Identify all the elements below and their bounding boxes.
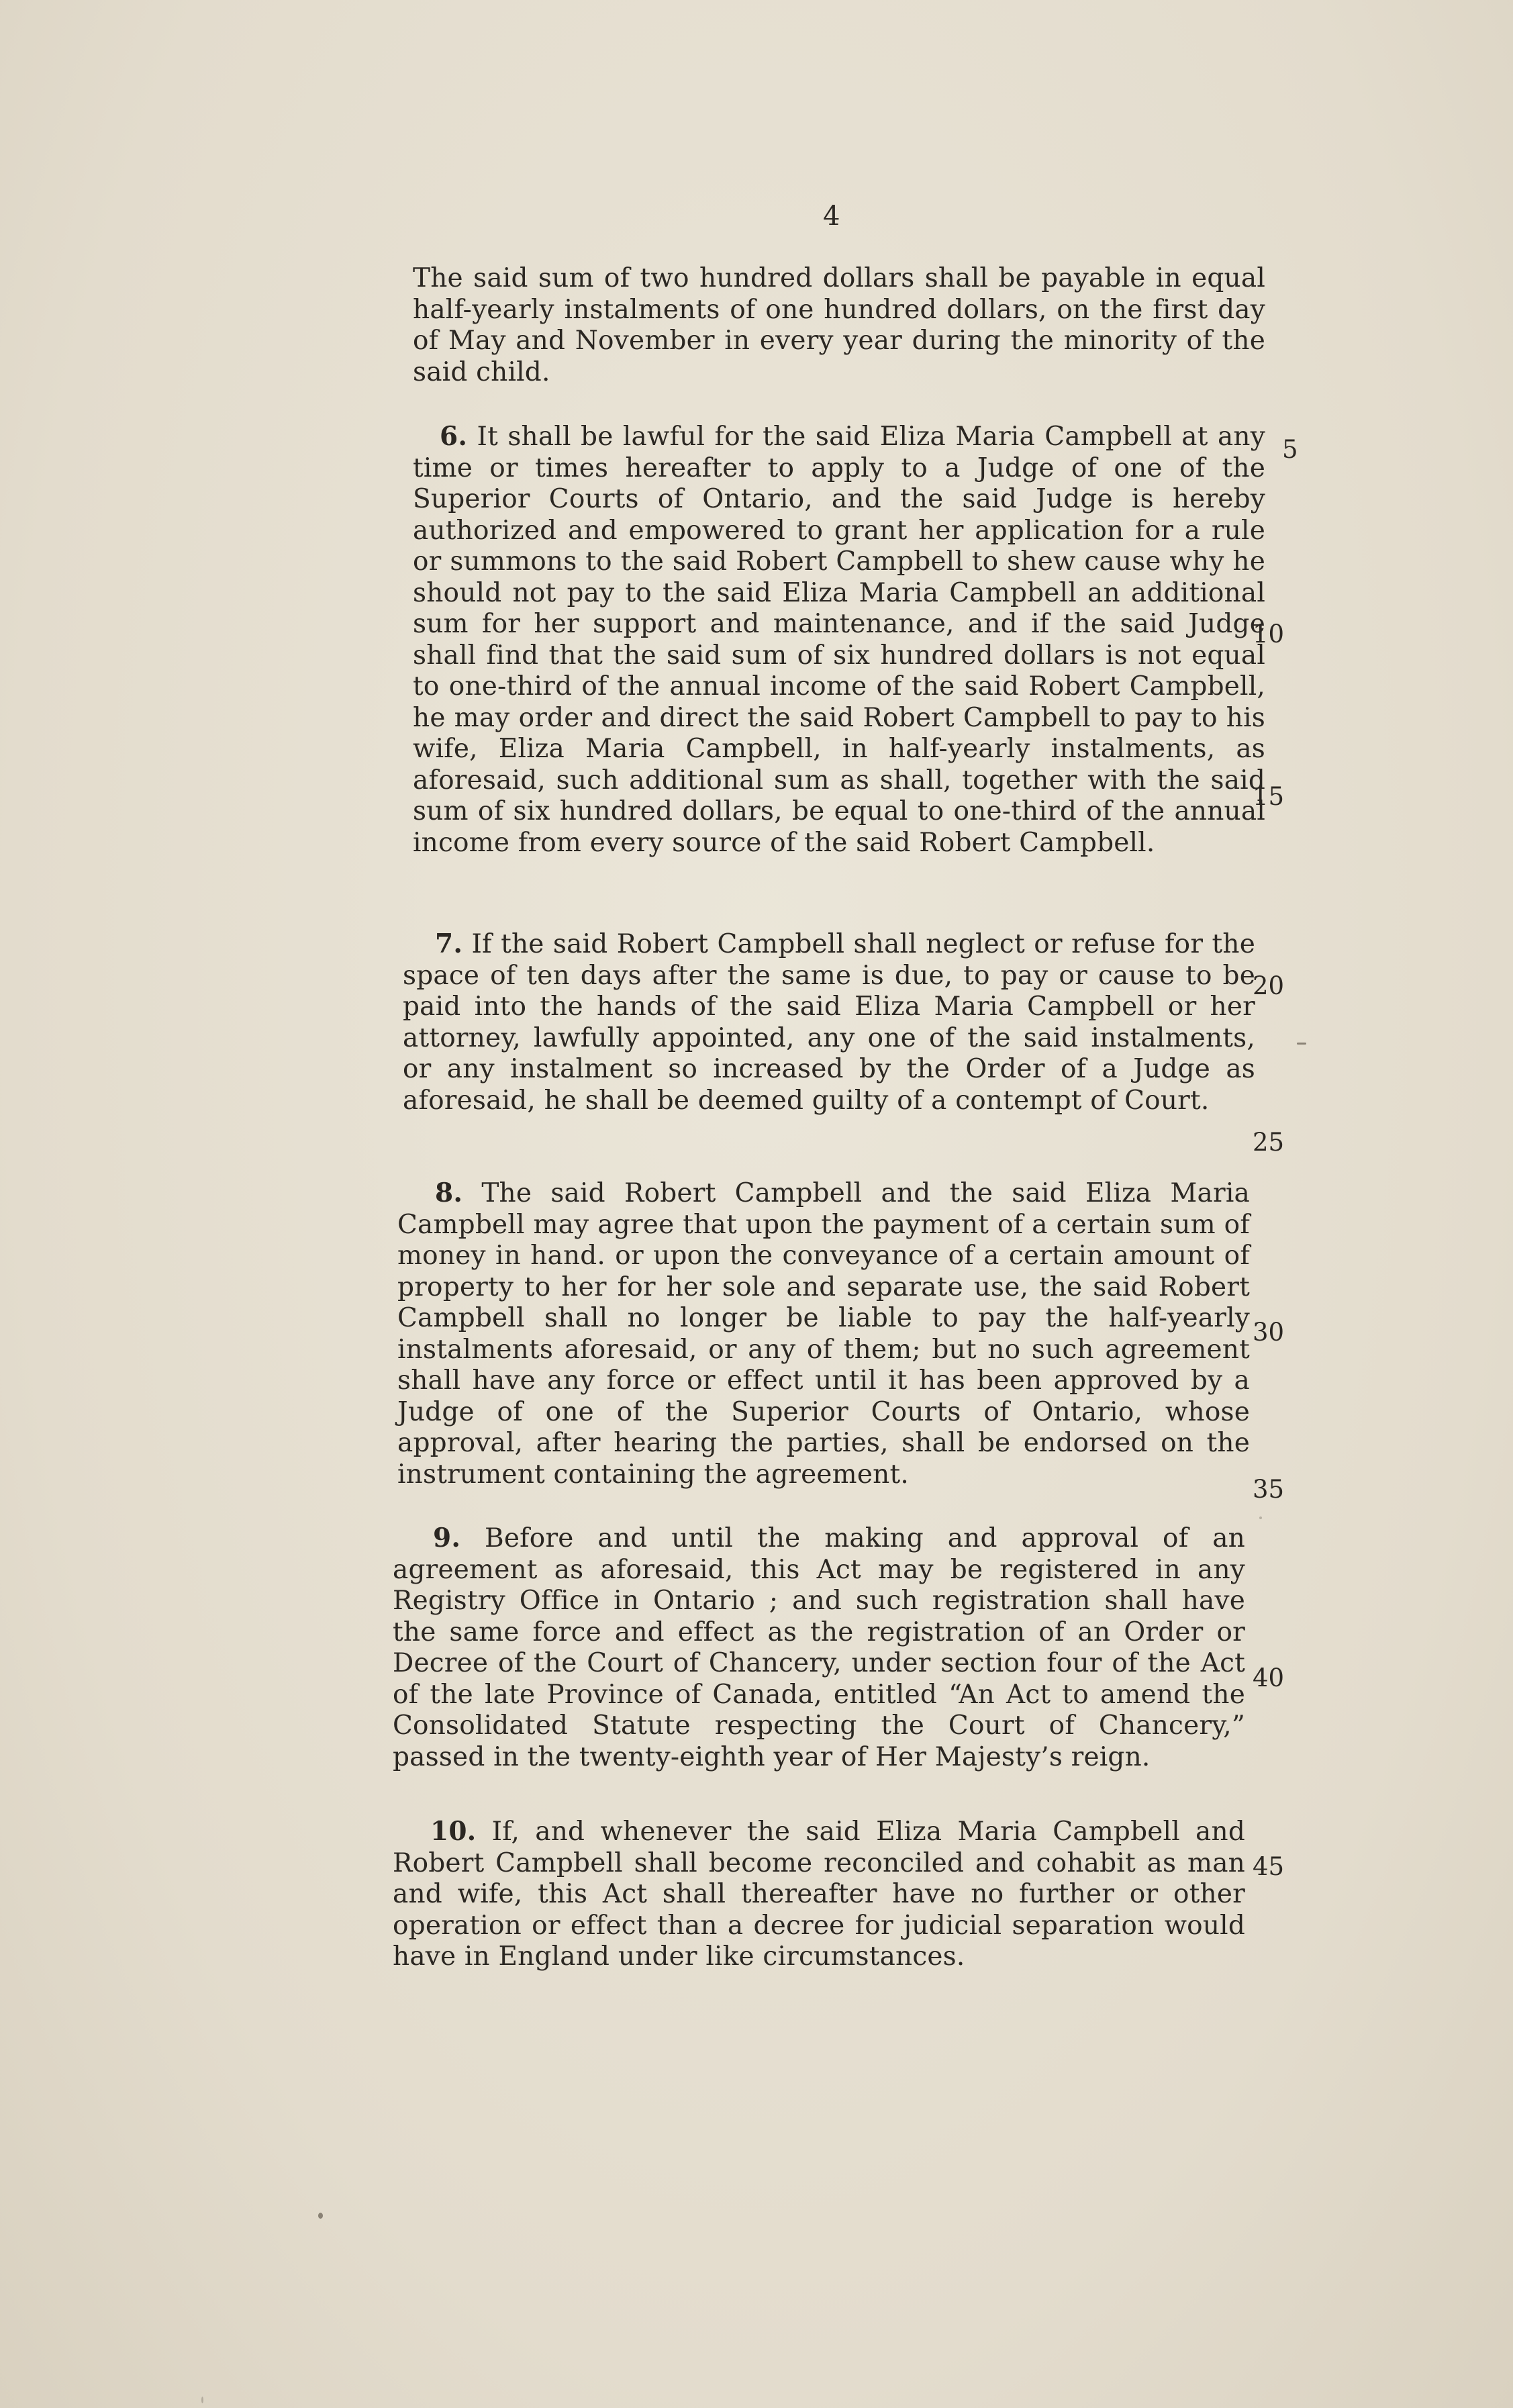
- line-number: 5: [1282, 435, 1298, 464]
- page-number: 4: [823, 201, 840, 232]
- line-number: 25: [1253, 1128, 1285, 1157]
- section-9: [393, 1523, 1245, 1773]
- section-number: 10.: [430, 1816, 477, 1847]
- paper-speck: [1297, 1043, 1306, 1045]
- section-text: If the said Robert Campbell shall neglect or refuse for the space of ten days after the same is due, to pay or cause to be paid into the hands of the said Eliza Maria Campbell or her attorney, lawfully appointed, any one of the said instalments, or any instalment so increased by the Order of a Judge as aforesaid, he shall be deemed guilty of a contempt of Court.: [403, 929, 1255, 1116]
- section-text: Before and until the making and approval of an agreement as aforesaid, this Act may be registered in any Registry Office in Ontario ; and such registration shall have the same force and effect as the registration of an Order or Decree of the Court of Chancery, under section four of the Act of the late Province of Canada, entitled “An Act to amend the Consolidated Statute respecting the Court of Chancery,” passed in the twenty-eighth year of Her Majesty’s reign.: [393, 1523, 1245, 1772]
- section-number: 6.: [440, 421, 468, 452]
- section-text: It shall be lawful for the said Eliza Maria Campbell at any time or times hereafter to apply to a Judge of one of the Superior Courts of Ontario, and the said Judge is hereby authorized and empowered to grant her application for a rule or summons to the said Robert Campbell to shew cause why he should not pay to the said Eliza Maria Campbell an additional sum for her support and maintenance, and if the said Judge shall find that the said sum of six hundred dollars is not equal to one-third of the annual income of the said Robert Campbell, he may order and direct the said Robert Campbell to pay to his wife, Eliza Maria Campbell, in half-yearly instalments, as aforesaid, such additional sum as shall, together with the said sum of six hundred dollars, be equal to one-third of the annual income from every source of the said Robert Campbell.: [413, 422, 1265, 858]
- line-number: 45: [1253, 1852, 1285, 1881]
- section-number: 7.: [435, 928, 463, 959]
- section-10: [393, 1816, 1245, 1973]
- line-number: 20: [1253, 971, 1285, 1000]
- paper-speck: [201, 2397, 203, 2403]
- section-6: [413, 421, 1265, 859]
- section-text: The said Robert Campbell and the said Eliza Maria Campbell may agree that upon the payment of a certain sum of money in hand. or upon the conveyance of a certain amount of property to her for her sole and separate use, the said Robert Campbell shall no longer be liable to pay the half-yearly instalments aforesaid, or any of them; but no such agreement shall have any force or effect until it has been approved by a Judge of one of the Superior Courts of Ontario, whose approval, after hearing the parties, shall be endorsed on the instrument containing the agreement.: [397, 1178, 1250, 1490]
- section-text: If, and whenever the said Eliza Maria Campbell and Robert Campbell shall become reconciled and cohabit as man and wife, this Act shall thereafter have no further or other operation or effect than a decree for judicial separation would have in England under like circumstances.: [393, 1817, 1245, 1972]
- section-8: [397, 1177, 1250, 1490]
- line-number: 30: [1253, 1318, 1285, 1347]
- paper-speck: [1259, 1516, 1262, 1519]
- section-number: 9.: [433, 1523, 461, 1553]
- line-number: 35: [1253, 1475, 1285, 1504]
- section-continuation: [413, 263, 1265, 388]
- line-number: 15: [1253, 782, 1285, 811]
- section-7: [403, 928, 1255, 1116]
- section-text: The said sum of two hundred dollars shall be payable in equal half-yearly instalments of one hundred dollars, on the first day of May and November in every year during the minority of the said child.: [413, 263, 1265, 387]
- line-number: 10: [1253, 620, 1285, 648]
- section-number: 8.: [435, 1177, 463, 1208]
- paper-speck: [318, 2213, 323, 2219]
- line-number: 40: [1253, 1664, 1285, 1692]
